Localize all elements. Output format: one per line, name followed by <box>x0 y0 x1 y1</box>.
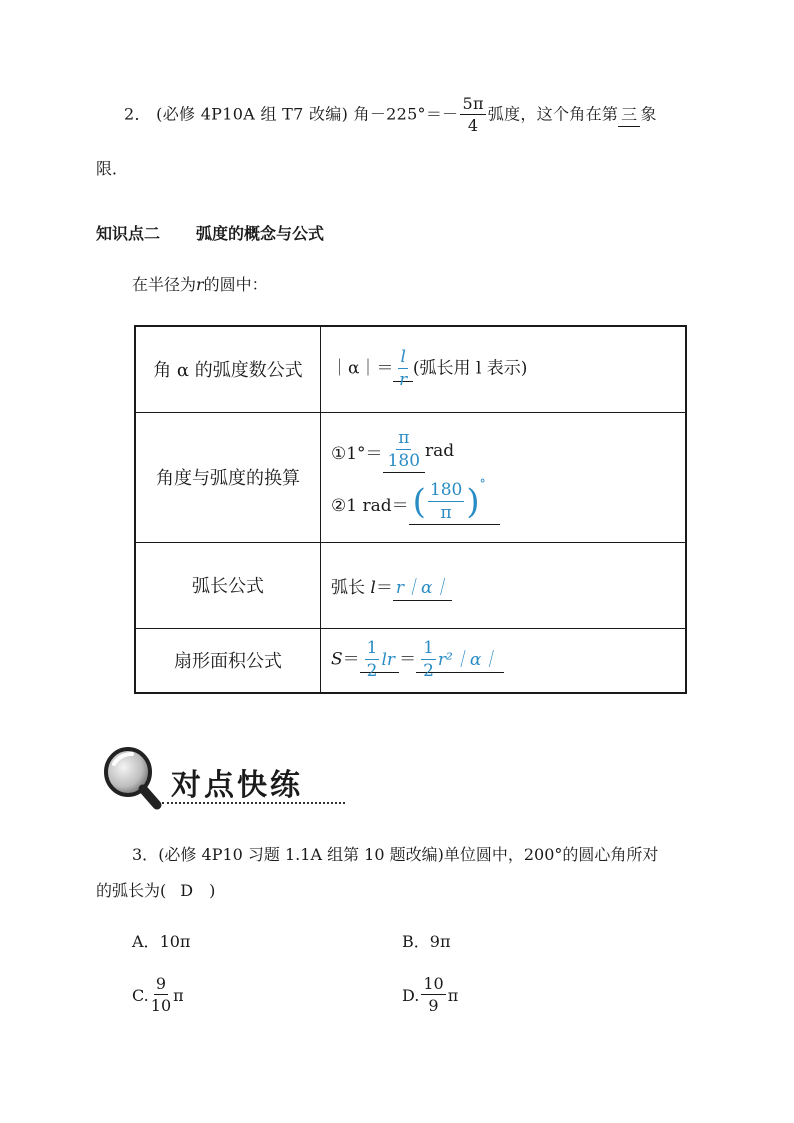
option-d: D. $\frac{10}{9}$ π <box>402 974 459 1015</box>
question-source: (必修 4P10A 组 T7 改编) <box>156 104 349 124</box>
section-heading <box>96 221 324 244</box>
question-3-line1 <box>132 842 658 865</box>
formula-table <box>134 325 687 694</box>
dotted-divider <box>162 802 345 804</box>
arc-length-formula: 弧长 l＝ r｜α｜ <box>321 542 687 628</box>
answer-blank: 三 <box>618 105 640 127</box>
question-text: 弧度，这个角在第 <box>487 104 619 124</box>
degree-to-radian: ①1°＝ $\frac{\pi}{180}$ rad <box>331 427 455 471</box>
intro-text: 在半径为r的圆中： <box>132 275 268 294</box>
row-label: 角度与弧度的换算 <box>135 412 321 542</box>
question-text: (必修 4P10 习题 1.1A 组第 10 题改编)单位圆中，200°的圆心角所对 <box>158 845 659 864</box>
option-c: C. $\frac{9}{10}$ π <box>132 974 184 1015</box>
radian-formula: ｜α｜＝ $\frac{l}{r}$ (弧长用 l 表示) <box>321 326 687 412</box>
table-row <box>135 412 686 542</box>
table-row <box>135 326 686 412</box>
question-number: 3． <box>132 845 159 864</box>
banner-title: 对点快练 <box>171 768 303 803</box>
fraction: $\frac{1}{2}$ <box>423 638 434 682</box>
fraction: $\frac{5\pi}{4}$ <box>462 94 484 135</box>
row-label: 扇形面积公式 <box>135 628 321 693</box>
question-text: 象 <box>640 104 657 124</box>
fraction: $\frac{\pi}{180}$ <box>387 427 421 471</box>
table-row <box>135 542 686 628</box>
question-number: 2． <box>124 104 151 124</box>
fraction: $\frac{10}{9}$ <box>423 974 444 1015</box>
sector-area-formula: S＝ $\frac{1}{2}$ lr ＝ $\frac{1}{2}$ r²｜α｜ <box>321 628 687 693</box>
question-2-line2: 限． <box>96 159 129 178</box>
fraction: $\frac{9}{10}$ <box>150 974 172 1015</box>
row-label: 弧长公式 <box>135 542 321 628</box>
answer-choice: D <box>180 881 194 900</box>
option-a: A．10π <box>132 932 191 951</box>
table-row <box>135 628 686 693</box>
option-b: B．9π <box>402 932 451 951</box>
fraction: $\frac{180}{\pi}$ <box>429 479 463 523</box>
question-text: 角－225°＝－ <box>353 104 459 124</box>
section-label: 知识点二 <box>96 224 161 243</box>
question-3-line2: 的弧长为( D ) <box>96 881 216 900</box>
var-r: r <box>196 275 204 294</box>
conversion-formula <box>321 412 687 542</box>
fraction: $\frac{l}{r}$ <box>399 347 408 391</box>
fraction: $\frac{1}{2}$ <box>366 638 378 682</box>
section-title: 弧度的概念与公式 <box>196 224 325 243</box>
answer-blank: r｜α｜ <box>393 578 453 601</box>
row-label: 角 α 的弧度数公式 <box>135 326 321 412</box>
question-2-line1 <box>124 96 657 134</box>
radian-to-degree: ②1 rad＝ ( $\frac{180}{\pi}$ ) ° <box>331 477 675 529</box>
